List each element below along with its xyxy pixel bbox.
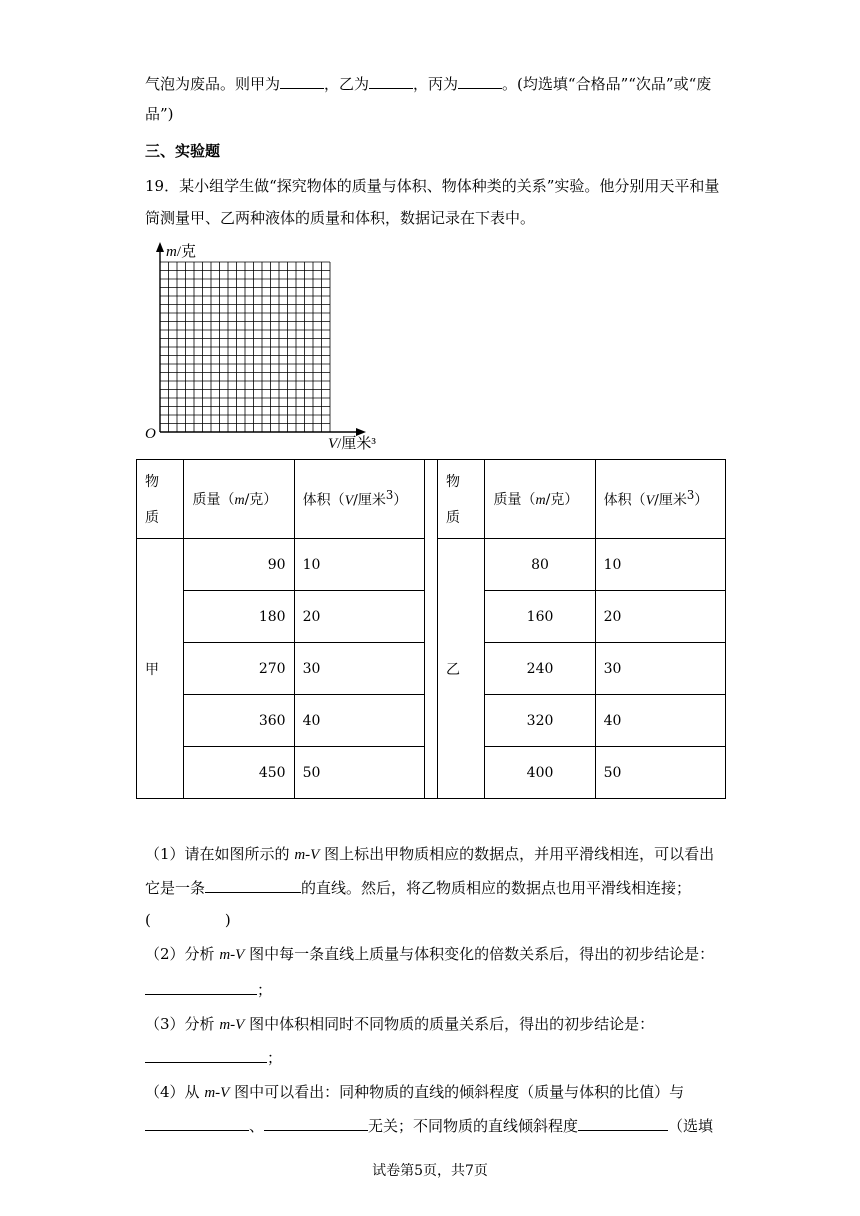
- question-number: 19．: [145, 177, 180, 195]
- header-mass-left: [184, 460, 294, 539]
- subq2-line-1: [145, 944, 714, 965]
- subq3-var: m-V: [219, 1017, 245, 1033]
- subq4-line-2: [145, 1114, 713, 1136]
- page-footer: 试卷第5页，共7页: [372, 1163, 488, 1179]
- y-axis-var: m: [166, 244, 177, 260]
- header-volume-left: [294, 460, 424, 539]
- left-volume-cell: 30: [294, 643, 424, 695]
- header-substance-a: 物: [145, 474, 159, 490]
- right-volume-cell: 40: [595, 695, 725, 747]
- subq4-text-b: 图中可以看出：同种物质的直线的倾斜程度（质量与体积的比值）与: [229, 1083, 685, 1101]
- right-volume-cell: 20: [595, 591, 725, 643]
- left-mass-cell: 360: [184, 695, 294, 747]
- header-vol-var: V: [645, 493, 655, 509]
- answer-blank-jia[interactable]: [280, 72, 324, 89]
- left-mass-cell: 270: [184, 643, 294, 695]
- answer-blank-q2[interactable]: [145, 978, 257, 995]
- left-mass-cell: 180: [184, 591, 294, 643]
- header-mass-a: 质量（: [493, 492, 536, 508]
- subq4-text-a: （4）从: [145, 1083, 205, 1101]
- header-volume-right: [595, 460, 725, 539]
- mv-graph-grid[interactable]: [140, 238, 380, 453]
- subq1-text-a: （1）请在如图所示的: [145, 845, 295, 863]
- header-mass-a: 质量（: [192, 492, 235, 508]
- intro-text-d: 。(均选填“合格品”“次品”或“废: [502, 75, 712, 93]
- answer-blank-q4-c[interactable]: [578, 1114, 668, 1131]
- answer-blank-q3[interactable]: [145, 1046, 267, 1063]
- answer-blank-line-type[interactable]: [205, 876, 301, 893]
- header-vol-b: /厘米: [353, 492, 386, 509]
- subq3-line-2: [145, 1046, 282, 1068]
- intro-text-b: ，乙为: [324, 75, 370, 93]
- subq4-var: m-V: [204, 1085, 230, 1101]
- subq1-line-2: [145, 876, 691, 898]
- question-line-2: [145, 208, 535, 228]
- table-header-row: [137, 460, 726, 539]
- right-substance-name: 乙: [438, 539, 485, 799]
- right-mass-cell: 320: [485, 695, 595, 747]
- left-mass-cell: 450: [184, 747, 294, 799]
- subq2-var: m-V: [219, 947, 245, 963]
- y-axis-unit: /克: [176, 244, 197, 260]
- header-substance-left: [137, 460, 184, 539]
- intro-line-2: [145, 104, 174, 124]
- header-mass-b: /克）: [244, 492, 278, 508]
- header-vol-sup: 3: [686, 488, 695, 503]
- header-vol-sup: 3: [385, 488, 394, 503]
- subq3-text-b: 图中体积相同时不同物质的质量关系后，得出的初步结论是：: [244, 1015, 655, 1033]
- left-volume-cell: 20: [294, 591, 424, 643]
- subq2-end: ；: [257, 981, 273, 999]
- left-substance-name: 甲: [137, 539, 184, 799]
- answer-blank-bing[interactable]: [458, 72, 502, 89]
- header-mass-right: [485, 460, 595, 539]
- header-vol-c: ）: [694, 492, 709, 509]
- right-mass-cell: 400: [485, 747, 595, 799]
- header-substance-right: [438, 460, 485, 539]
- section-title: 三、实验题: [145, 142, 221, 160]
- subq3-end: ；: [267, 1049, 283, 1067]
- header-vol-var: V: [344, 493, 354, 509]
- answer-blank-q4-b[interactable]: [264, 1114, 368, 1131]
- left-volume-cell: 40: [294, 695, 424, 747]
- subq1-line-1: [145, 844, 714, 865]
- subq1-text-b: 图上标出甲物质相应的数据点，并用平滑线相连，可以看出: [319, 845, 715, 863]
- question-text-1: 某小组学生做“探究物体的质量与体积、物体种类的关系”实验。他分别用天平和量: [179, 177, 720, 195]
- x-axis-var: V: [328, 436, 338, 452]
- subq2-text-b: 图中每一条直线上质量与体积变化的倍数关系后，得出的初步结论是：: [244, 945, 715, 963]
- subq4-line2-a: 无关；不同物质的直线倾斜程度: [368, 1117, 579, 1135]
- y-axis-label: [166, 240, 196, 261]
- subq1-open-paren: (: [145, 911, 151, 929]
- left-mass-cell: 90: [184, 539, 294, 591]
- subq3-text-a: （3）分析: [145, 1015, 220, 1033]
- subq1-line2-a: 它是一条: [145, 879, 206, 897]
- question-text-2: 筒测量甲、乙两种液体的质量和体积，数据记录在下表中。: [145, 209, 536, 227]
- header-vol-c: ）: [393, 492, 408, 509]
- header-mass-var: m: [535, 493, 546, 508]
- right-mass-cell: 160: [485, 591, 595, 643]
- subq2-text-a: （2）分析: [145, 945, 220, 963]
- right-volume-cell: 50: [595, 747, 725, 799]
- subq4-line-1: [145, 1082, 684, 1103]
- intro-text-a: 气泡为废品。则甲为: [145, 75, 281, 93]
- subq1-var: m-V: [294, 847, 320, 863]
- right-mass-cell: 80: [485, 539, 595, 591]
- right-volume-cell: 10: [595, 539, 725, 591]
- answer-blank-yi[interactable]: [369, 72, 413, 89]
- header-substance-a: 物: [446, 474, 461, 490]
- subq1-close-paren: ): [224, 911, 231, 929]
- origin-label: O: [145, 426, 156, 442]
- x-axis-unit: /厘米³: [337, 436, 376, 452]
- right-volume-cell: 30: [595, 643, 725, 695]
- x-axis-label: [328, 432, 376, 453]
- header-vol-a: 体积（: [302, 492, 345, 509]
- subq1-line2-b: 的直线。然后，将乙物质相应的数据点也用平滑线相连接；: [301, 879, 692, 897]
- y-axis-arrow-icon: [156, 242, 164, 252]
- header-substance-b: 质: [446, 510, 461, 526]
- header-mass-b: /克）: [545, 492, 579, 508]
- left-volume-cell: 10: [294, 539, 424, 591]
- mv-graph[interactable]: [140, 238, 380, 453]
- answer-blank-q4-a[interactable]: [145, 1114, 249, 1131]
- intro-text-line2: 品”): [145, 105, 174, 123]
- table-gap: [424, 460, 437, 799]
- question-line-1: [145, 176, 719, 196]
- subq2-line-2: [145, 978, 272, 1000]
- intro-text-c: ，丙为: [413, 75, 459, 93]
- left-volume-cell: 50: [294, 747, 424, 799]
- header-vol-a: 体积（: [603, 492, 646, 509]
- subq4-line2-b: （选填: [668, 1117, 714, 1135]
- subq1-line-3: [145, 910, 231, 930]
- intro-line-1: [145, 72, 711, 94]
- right-mass-cell: 240: [485, 643, 595, 695]
- subq3-line-1: [145, 1014, 654, 1035]
- data-table: [136, 459, 726, 799]
- header-vol-b: /厘米: [654, 492, 687, 509]
- subq4-sep: 、: [249, 1117, 265, 1135]
- header-mass-var: m: [234, 493, 245, 508]
- header-substance-b: 质: [145, 510, 159, 526]
